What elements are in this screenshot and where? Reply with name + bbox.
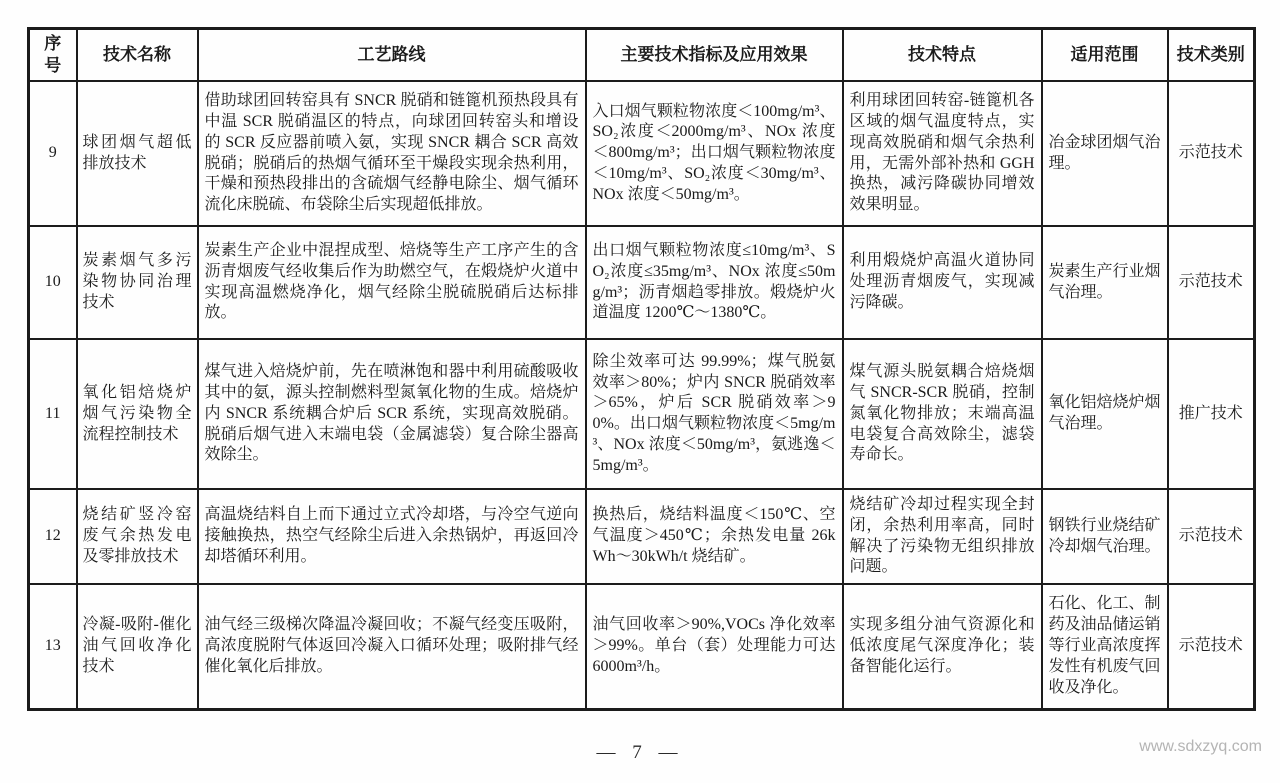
col-header-process: 工艺路线 xyxy=(198,29,586,82)
cell-scope: 氧化铝焙烧炉烟气治理。 xyxy=(1042,339,1168,489)
cell-tech-name: 烧结矿竖冷窑废气余热发电及零排放技术 xyxy=(77,489,198,584)
table-row xyxy=(29,81,1255,226)
table-row xyxy=(29,339,1255,489)
cell-indicators: 油气回收率＞90%,VOCs 净化效率＞99%。单台（套）处理能力可达 6000m³/h。 xyxy=(586,584,843,709)
cell-no: 11 xyxy=(29,339,77,489)
cell-no: 13 xyxy=(29,584,77,709)
cell-indicators: 出口烟气颗粒物浓度≤10mg/m³、SO₂浓度≤35mg/m³、NOx 浓度≤50mg/m³；沥青烟趋零排放。煅烧炉火道温度 1200℃～1380℃。 xyxy=(586,226,843,339)
table-row xyxy=(29,584,1255,709)
cell-no: 12 xyxy=(29,489,77,584)
cell-process-route: 高温烧结料自上而下通过立式冷却塔，与冷空气逆向接触换热，热空气经除尘后进入余热锅炉，再返回冷却塔循环利用。 xyxy=(198,489,586,584)
cell-process-route: 煤气进入焙烧炉前，先在喷淋饱和器中利用硫酸吸收其中的氨，源头控制燃料型氮氧化物的生成。焙烧炉内 SNCR 系统耦合炉后 SCR 系统，实现高效脱硝。脱硝后烟气进入末端电袋（金属滤袋）复合除尘器高效除尘。 xyxy=(198,339,586,489)
cell-no: 9 xyxy=(29,81,77,226)
cell-tech-name: 氧化铝焙烧炉烟气污染物全流程控制技术 xyxy=(77,339,198,489)
page-number: — 7 — xyxy=(596,742,684,763)
cell-scope: 炭素生产行业烟气治理。 xyxy=(1042,226,1168,339)
col-header-category: 技术类别 xyxy=(1168,29,1255,82)
cell-features: 利用球团回转窑-链篦机各区域的烟气温度特点，实现高效脱硝和烟气余热利用，无需外部补热和 GGH 换热，减污降碳协同增效效果明显。 xyxy=(843,81,1042,226)
cell-category: 示范技术 xyxy=(1168,584,1255,709)
col-header-no: 序号 xyxy=(29,29,77,82)
cell-tech-name: 冷凝-吸附-催化油气回收净化技术 xyxy=(77,584,198,709)
cell-scope: 石化、化工、制药及油品储运销等行业高浓度挥发性有机废气回收及净化。 xyxy=(1042,584,1168,709)
cell-tech-name: 球团烟气超低排放技术 xyxy=(77,81,198,226)
cell-features: 烧结矿冷却过程实现全封闭，余热利用率高，同时解决了污染物无组织排放问题。 xyxy=(843,489,1042,584)
table-row xyxy=(29,489,1255,584)
cell-features: 利用煅烧炉高温火道协同处理沥青烟废气，实现减污降碳。 xyxy=(843,226,1042,339)
cell-category: 推广技术 xyxy=(1168,339,1255,489)
cell-indicators: 除尘效率可达 99.99%；煤气脱氨效率＞80%；炉内 SNCR 脱硝效率＞65%，炉后 SCR 脱硝效率＞90%。出口烟气颗粒物浓度＜5mg/m³、NOx 浓度＜50mg/m³，氨逃逸＜5mg/m³。 xyxy=(586,339,843,489)
cell-indicators: 入口烟气颗粒物浓度＜100mg/m³、SO₂浓度＜2000mg/m³、NOx 浓度＜800mg/m³；出口烟气颗粒物浓度＜10mg/m³、SO₂浓度＜30mg/m³、NOx 浓度＜50mg/m³。 xyxy=(586,81,843,226)
cell-no: 10 xyxy=(29,226,77,339)
cell-features: 煤气源头脱氨耦合焙烧烟气 SNCR-SCR 脱硝，控制氮氧化物排放；末端高温电袋复合高效除尘，滤袋寿命长。 xyxy=(843,339,1042,489)
col-header-scope: 适用范围 xyxy=(1042,29,1168,82)
cell-scope: 冶金球团烟气治理。 xyxy=(1042,81,1168,226)
cell-category: 示范技术 xyxy=(1168,489,1255,584)
cell-process-route: 借助球团回转窑具有 SNCR 脱硝和链篦机预热段具有中温 SCR 脱硝温区的特点，向球团回转窑头和增设的 SCR 反应器前喷入氨，实现 SNCR 耦合 SCR 高效脱硝；脱硝后的热烟气循环至干燥段实现余热利用，干燥和预热段排出的含硫烟气经静电除尘、烟气循环流化床脱硫、布袋除尘后实现超低排放。 xyxy=(198,81,586,226)
table-row xyxy=(29,226,1255,339)
technology-table xyxy=(27,27,1256,711)
cell-category: 示范技术 xyxy=(1168,81,1255,226)
cell-process-route: 油气经三级梯次降温冷凝回收；不凝气经变压吸附，高浓度脱附气体返回冷凝入口循环处理；吸附排气经催化氧化后排放。 xyxy=(198,584,586,709)
cell-scope: 钢铁行业烧结矿冷却烟气治理。 xyxy=(1042,489,1168,584)
cell-category: 示范技术 xyxy=(1168,226,1255,339)
watermark-text: www.sdxzyq.com xyxy=(1139,738,1262,755)
col-header-indicators: 主要技术指标及应用效果 xyxy=(586,29,843,82)
cell-process-route: 炭素生产企业中混捏成型、焙烧等生产工序产生的含沥青烟废气经收集后作为助燃空气，在煅烧炉火道中实现高温燃烧净化，烟气经除尘脱硫脱硝后达标排放。 xyxy=(198,226,586,339)
cell-indicators: 换热后，烧结料温度＜150℃、空气温度＞450℃；余热发电量 26kWh～30kWh/t 烧结矿。 xyxy=(586,489,843,584)
cell-features: 实现多组分油气资源化和低浓度尾气深度净化；装备智能化运行。 xyxy=(843,584,1042,709)
table-header-row xyxy=(29,29,1255,82)
cell-tech-name: 炭素烟气多污染物协同治理技术 xyxy=(77,226,198,339)
col-header-features: 技术特点 xyxy=(843,29,1042,82)
col-header-name: 技术名称 xyxy=(77,29,198,82)
